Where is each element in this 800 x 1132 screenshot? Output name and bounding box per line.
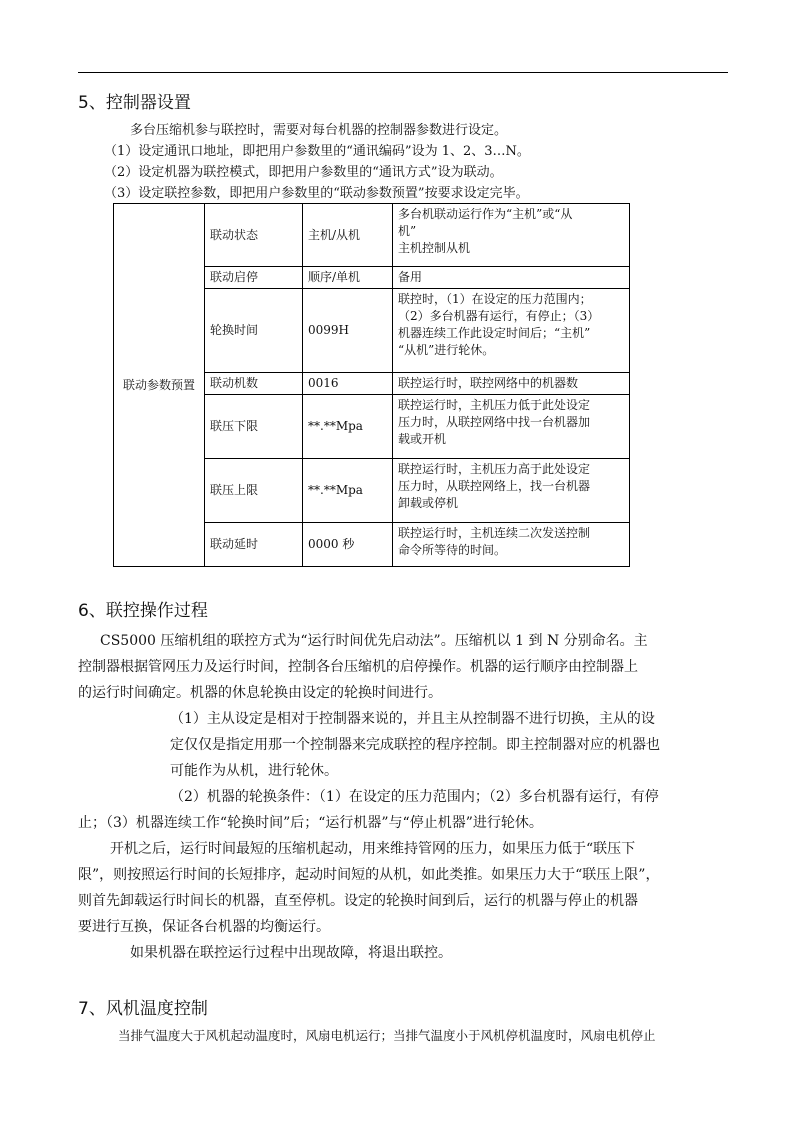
section-5-step-2: （2）设定机器为联控模式，即把用户参数里的“通讯方式”设为联动。 (104, 165, 503, 180)
section-5-step-3: （3）设定联控参数，即把用户参数里的“联动参数预置”按要求设定完毕。 (104, 186, 529, 201)
section-6-title: 6、联控操作过程 (78, 601, 208, 621)
param-name: 联动延时 (205, 523, 303, 567)
param-desc: 联控运行时，主机压力高于此处设定 压力时，从联控网络上，找一台机器 卸载或停机 (393, 459, 630, 523)
section-7-title: 7、风机温度控制 (78, 999, 208, 1019)
section-7-paragraph-1: 当排气温度大于风机起动温度时，风扇电机运行；当排气温度小于风机停机温度时，风扇电机停止 (118, 1028, 656, 1043)
param-desc: 备用 (393, 267, 630, 289)
param-value: 顺序/单机 (303, 267, 393, 289)
param-name: 联动状态 (205, 204, 303, 267)
param-name: 联压下限 (205, 395, 303, 459)
param-name: 联动启停 (205, 267, 303, 289)
param-desc: 联控运行时，主机压力低于此处设定 压力时，从联控网络中找一台机器加 载或开机 (393, 395, 630, 459)
section-6-paragraph-4: 开机之后，运行时间最短的压缩机起动，用来维持管网的压力，如果压力低于“联压下 限”，则按照运行时间的长短排序，起动时间短的从机，如此类推。如果压力大于“联压上限”， 则首先卸载运行时间长的机器，直至停机。设定的轮换时间到后，运行的机器与停止的机器 要进行互换，保证各台机器的均衡运行。 (78, 841, 660, 935)
param-value: 主机/从机 (303, 204, 393, 267)
param-value: **.**Mpa (303, 459, 393, 523)
param-value: 0016 (303, 373, 393, 395)
section-5-intro: 多台压缩机参与联控时，需要对每台机器的控制器参数进行设定。 (130, 123, 508, 138)
table-row (114, 204, 630, 267)
param-desc: 联控运行时，联控网络中的机器数 (393, 373, 630, 395)
param-name: 联压上限 (205, 459, 303, 523)
table-group-label: 联动参数预置 (114, 204, 205, 567)
param-desc: 多台机联动运行作为“主机”或“从 机” 主机控制从机 (393, 204, 630, 267)
header-rule (78, 72, 728, 73)
param-name: 轮换时间 (205, 289, 303, 373)
section-5-title: 5、控制器设置 (78, 93, 191, 113)
param-value: 0099H (303, 289, 393, 373)
section-6-paragraph-5: 如果机器在联控运行过程中出现故障，将退出联控。 (130, 945, 452, 961)
param-name: 联动机数 (205, 373, 303, 395)
section-6-paragraph-2: （1）主从设定是相对于控制器来说的，并且主从控制器不进行切换，主从的设 定仅仅是指定用那一个控制器来完成联控的程序控制。即主控制器对应的机器也 可能作为从机，进行轮休。 (170, 711, 660, 779)
linkage-parameter-table (113, 203, 630, 567)
param-desc: 联控运行时，主机连续二次发送控制 命令所等待的时间。 (393, 523, 630, 567)
section-6-paragraph-1: CS5000 压缩机组的联控方式为“运行时间优先启动法”。压缩机以 1 到 N 分别命名。主 控制器根据管网压力及运行时间，控制各台压缩机的启停操作。机器的运行顺序由控制器上 的运行时间确定。机器的休息轮换由设定的轮换时间进行。 (78, 633, 648, 701)
param-desc: 联控时，（1）在设定的压力范围内； （2）多台机器有运行，有停止；（3） 机器连续工作此设定时间后；“主机” “从机”进行轮休。 (393, 289, 630, 373)
param-value: 0000 秒 (303, 523, 393, 567)
section-6-paragraph-3: （2）机器的轮换条件：（1）在设定的压力范围内；（2）多台机器有运行，有停 止；（3）机器连续工作“轮换时间”后；“运行机器”与“停止机器”进行轮休。 (78, 789, 659, 831)
param-value: **.**Mpa (303, 395, 393, 459)
section-5-step-1: （1）设定通讯口地址，即把用户参数里的“通讯编码”设为 1、2、3…N。 (104, 144, 530, 159)
